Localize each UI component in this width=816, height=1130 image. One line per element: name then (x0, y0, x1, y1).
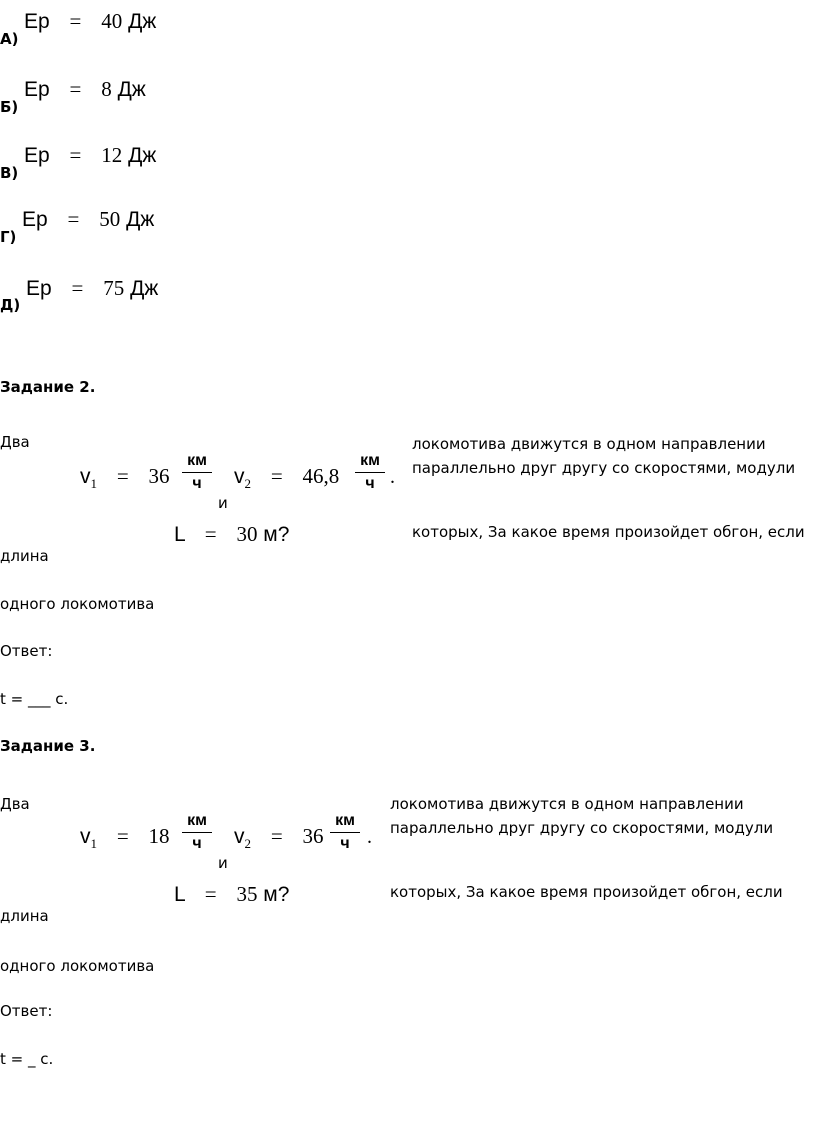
task-intro: Два (0, 433, 30, 451)
formula-value: 50 (99, 207, 121, 231)
text-line-2: параллельно друг другу со скоростями, модули (412, 459, 796, 477)
velocity-2-unit (355, 452, 385, 493)
task-title: Задание 3. (0, 737, 96, 755)
unit-numerator: км (187, 452, 207, 469)
velocity-value: 36 (148, 464, 170, 488)
option-formula-d (26, 276, 158, 301)
velocity-var: v (80, 825, 91, 848)
text-line-5: одного локомотива (0, 957, 155, 975)
velocity-var: v (234, 825, 245, 848)
option-formula-v (24, 143, 156, 168)
period: . (367, 826, 372, 848)
velocity-2: $v_2 = 46,8$ (234, 464, 340, 492)
text-line-3: которых, За какое время произойдет обгон, если (412, 523, 805, 541)
velocity-1-unit (182, 812, 212, 853)
answer-line: t = _ с. (0, 1050, 54, 1068)
unit-denominator: ч (365, 475, 375, 493)
formula-unit: Дж (128, 10, 157, 33)
unit-denominator: ч (340, 835, 350, 853)
length-formula: L = 30 м? (174, 522, 290, 546)
formula-unit: Дж (130, 277, 159, 300)
formula-unit: Дж (128, 144, 157, 167)
answer-line: t = ___ с. (0, 690, 69, 708)
formula-value: 75 (103, 276, 125, 300)
task-title: Задание 2. (0, 378, 96, 396)
formula-eq: = (71, 276, 84, 300)
option-label-a: А) (0, 30, 19, 48)
option-label-g: Г) (0, 228, 17, 246)
velocity-1: $v_1 = 18$ (80, 824, 170, 852)
formula-var: Ep (24, 78, 50, 101)
formula-value: 8 (101, 77, 112, 101)
velocity-var: v (234, 465, 245, 488)
answer-label: Ответ: (0, 642, 53, 660)
length-value: 30 (236, 522, 258, 546)
formula-value: 40 (101, 9, 123, 33)
formula-var: Ep (24, 144, 50, 167)
length-unit: м? (263, 883, 290, 906)
velocity-value: 18 (148, 824, 170, 848)
unit-denominator: ч (192, 475, 202, 493)
velocity-sub: 2 (244, 476, 251, 492)
formula-eq: = (69, 9, 82, 33)
formula-value: 12 (101, 143, 123, 167)
length-unit: м? (263, 523, 290, 546)
velocity-sub: 2 (244, 836, 251, 852)
text-line-3: которых, За какое время произойдет обгон, если (390, 883, 783, 901)
velocity-2: $v_2 = 36$ (234, 824, 324, 852)
formula-var: Ep (24, 10, 50, 33)
option-formula-a (24, 9, 156, 34)
text-line-2: параллельно друг другу со скоростями, модули (390, 819, 774, 837)
velocity-var: v (80, 465, 91, 488)
task-intro: Два (0, 795, 30, 813)
answer-label: Ответ: (0, 1002, 53, 1020)
conjunction: и (218, 854, 228, 872)
formula-var: Ep (26, 277, 52, 300)
unit-numerator: км (187, 812, 207, 829)
velocity-sub: 1 (90, 476, 97, 492)
unit-numerator: км (335, 812, 355, 829)
length-value: 35 (236, 882, 258, 906)
formula-unit: Дж (117, 78, 146, 101)
conjunction: и (218, 494, 228, 512)
formula-eq: = (67, 207, 80, 231)
text-line-4: длина (0, 907, 49, 925)
length-var: L (174, 523, 185, 546)
formula-unit: Дж (126, 208, 155, 231)
length-formula: L = 35 м? (174, 882, 290, 906)
velocity-value: 46,8 (302, 464, 340, 488)
period: . (390, 466, 395, 488)
velocity-value: 36 (302, 824, 324, 848)
option-formula-g (22, 207, 154, 232)
text-line-1: локомотива движутся в одном направлении (412, 435, 766, 453)
velocity-sub: 1 (90, 836, 97, 852)
formula-eq: = (69, 143, 82, 167)
text-line-5: одного локомотива (0, 595, 155, 613)
formula-var: Ep (22, 208, 48, 231)
velocity-1: $v_1 = 36$ (80, 464, 170, 492)
formula-eq: = (69, 77, 82, 101)
unit-denominator: ч (192, 835, 202, 853)
length-var: L (174, 883, 185, 906)
option-label-d: Д) (0, 296, 21, 314)
text-line-1: локомотива движутся в одном направлении (390, 795, 744, 813)
velocity-1-unit (182, 452, 212, 493)
option-label-b: Б) (0, 98, 19, 116)
text-line-4: длина (0, 547, 49, 565)
unit-numerator: км (360, 452, 380, 469)
option-formula-b (24, 77, 146, 102)
option-label-v: В) (0, 164, 19, 182)
velocity-2-unit (330, 812, 360, 853)
